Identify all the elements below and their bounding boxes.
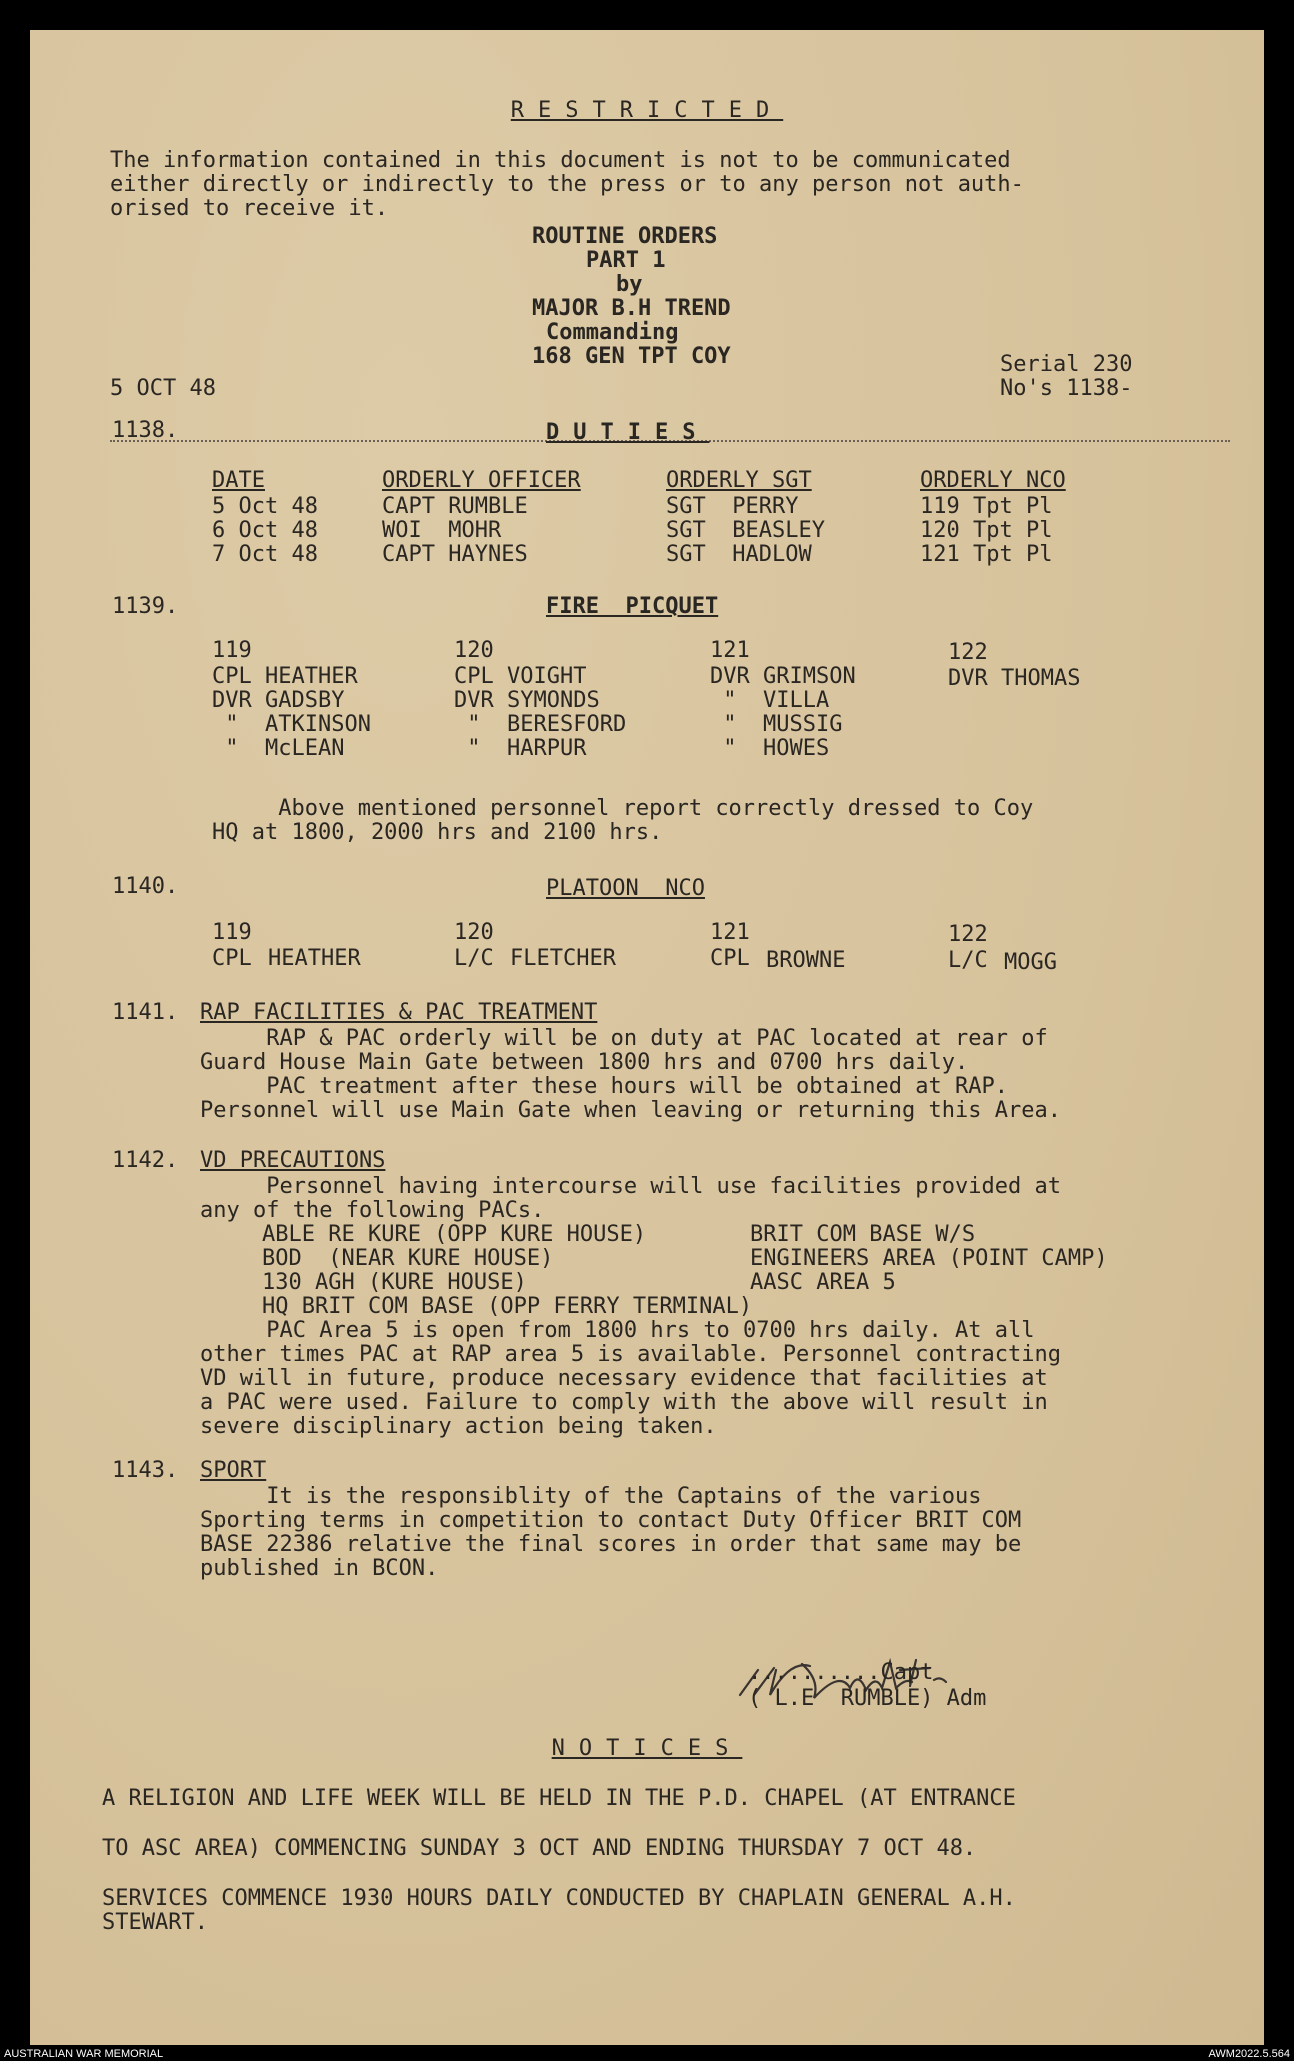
duties-heading: DUTIES — [546, 420, 710, 445]
rap-line: Guard House Main Gate between 1800 hrs and 0700 hrs daily. — [200, 1050, 969, 1075]
platoon-nco-heading: PLATOON NCO — [546, 876, 705, 901]
vd-body: other times PAC at RAP area 5 is available. Personnel contracting — [200, 1342, 1061, 1367]
picquet-note-1: Above mentioned personnel report correctly dressed to Coy — [212, 796, 1034, 821]
title-commander: MAJOR B.H TREND — [532, 296, 731, 321]
pac-location: 130 AGH (KURE HOUSE) — [262, 1270, 527, 1295]
title-commanding: Commanding — [546, 320, 679, 345]
duty-nco: 120 Tpt Pl — [920, 518, 1053, 543]
rap-line: RAP & PAC orderly will be on duty at PAC located at rear of — [200, 1026, 1048, 1051]
picquet-unit-120: 120 — [454, 638, 494, 663]
picquet-member: CPL VOIGHT — [454, 664, 587, 689]
sport-heading: SPORT — [200, 1458, 267, 1483]
nco-name: HEATHER — [268, 946, 361, 971]
order-number-1140: 1140. — [112, 874, 179, 899]
vd-body: VD will in future, produce necessary evidence that facilities at — [200, 1366, 1048, 1391]
title-by: by — [616, 272, 643, 297]
signature-line: ..........Capt — [748, 1660, 934, 1685]
notice-line: A RELIGION AND LIFE WEEK WILL BE HELD IN THE P.D. CHAPEL (AT ENTRANCE — [102, 1786, 1016, 1811]
order-number-1142: 1142. — [112, 1148, 179, 1173]
vd-intro: Personnel having intercourse will use facilities provided at — [200, 1174, 1061, 1199]
warning-line-1: The information contained in this document is not to be communicated — [110, 148, 1011, 173]
warning-line-3: orised to receive it. — [110, 196, 389, 221]
duty-date: 5 Oct 48 — [212, 494, 318, 519]
order-numbers: No's 1138- — [1000, 376, 1133, 401]
sport-line: BASE 22386 relative the final scores in order that same may be — [200, 1532, 1022, 1557]
picquet-member: " ATKINSON — [212, 712, 371, 737]
rap-line: PAC treatment after these hours will be obtained at RAP. — [200, 1074, 1008, 1099]
sport-line: It is the responsiblity of the Captains of the various — [200, 1484, 982, 1509]
notice-line: STEWART. — [102, 1910, 208, 1935]
rap-line: Personnel will use Main Gate when leaving or returning this Area. — [200, 1098, 1061, 1123]
picquet-member: " BERESFORD — [454, 712, 627, 737]
vd-intro: any of the following PACs. — [200, 1198, 545, 1223]
title-unit: 168 GEN TPT COY — [532, 344, 731, 369]
classification-heading: RESTRICTED — [510, 98, 784, 123]
duty-sgt: SGT HADLOW — [666, 542, 812, 567]
pac-location: HQ BRIT COM BASE (OPP FERRY TERMINAL) — [262, 1294, 753, 1319]
duty-nco: 121 Tpt Pl — [920, 542, 1053, 567]
vd-body: severe disciplinary action being taken. — [200, 1414, 717, 1439]
picquet-member: " McLEAN — [212, 736, 345, 761]
sport-line: published in BCON. — [200, 1556, 439, 1581]
title-part: PART 1 — [586, 248, 666, 273]
document-date: 5 OCT 48 — [110, 376, 216, 401]
picquet-note-2: HQ at 1800, 2000 hrs and 2100 hrs. — [212, 820, 663, 845]
nco-rank: L/C — [948, 948, 988, 973]
col-orderly-officer: ORDERLY OFFICER — [382, 468, 581, 493]
picquet-member: " HARPUR — [454, 736, 587, 761]
duty-date: 7 Oct 48 — [212, 542, 318, 567]
nco-unit-120: 120 — [454, 920, 494, 945]
footer-source: AUSTRALIAN WAR MEMORIAL — [4, 2048, 164, 2060]
signature-name: ( L.E RUMBLE) Adm — [748, 1686, 987, 1711]
notices-heading: NOTICES — [551, 1736, 743, 1761]
order-number-1138: 1138. — [112, 418, 179, 443]
pac-location: BOD (NEAR KURE HOUSE) — [262, 1246, 554, 1271]
nco-rank: CPL — [212, 946, 252, 971]
duty-officer: WOI MOHR — [382, 518, 502, 543]
nco-name: MOGG — [1004, 950, 1057, 975]
nco-rank: L/C — [454, 946, 494, 971]
picquet-unit-122: 122 — [948, 640, 988, 665]
notice-line: TO ASC AREA) COMMENCING SUNDAY 3 OCT AND ENDING THURSDAY 7 OCT 48. — [102, 1836, 977, 1861]
col-orderly-sgt: ORDERLY SGT — [666, 468, 812, 493]
warning-line-2: either directly or indirectly to the press or to any person not auth- — [110, 172, 1024, 197]
title-routine-orders: ROUTINE ORDERS — [532, 224, 718, 249]
nco-rank: CPL — [710, 946, 750, 971]
picquet-unit-121: 121 — [710, 638, 750, 663]
order-number-1141: 1141. — [112, 1000, 179, 1025]
rap-heading: RAP FACILITIES & PAC TREATMENT — [200, 1000, 598, 1025]
picquet-member: " MUSSIG — [710, 712, 843, 737]
duty-nco: 119 Tpt Pl — [920, 494, 1053, 519]
picquet-member: CPL HEATHER — [212, 664, 358, 689]
vd-body: PAC Area 5 is open from 1800 hrs to 0700 hrs daily. At all — [200, 1318, 1035, 1343]
footer-accession: AWM2022.5.564 — [1208, 2048, 1290, 2060]
nco-unit-121: 121 — [710, 920, 750, 945]
vd-heading: VD PRECAUTIONS — [200, 1148, 386, 1173]
notice-line: SERVICES COMMENCE 1930 HOURS DAILY CONDUCTED BY CHAPLAIN GENERAL A.H. — [102, 1886, 1016, 1911]
picquet-member: DVR THOMAS — [948, 666, 1081, 691]
vd-body: a PAC were used. Failure to comply with the above will result in — [200, 1390, 1048, 1415]
duty-officer: CAPT HAYNES — [382, 542, 528, 567]
pac-location: BRIT COM BASE W/S — [750, 1222, 976, 1247]
nco-name: FLETCHER — [510, 946, 616, 971]
duty-date: 6 Oct 48 — [212, 518, 318, 543]
col-date: DATE — [212, 468, 265, 493]
order-number-1139: 1139. — [112, 594, 179, 619]
nco-unit-119: 119 — [212, 920, 252, 945]
picquet-member: DVR GADSBY — [212, 688, 345, 713]
col-orderly-nco: ORDERLY NCO — [920, 468, 1066, 493]
pac-location: ENGINEERS AREA (POINT CAMP) — [750, 1246, 1108, 1271]
pac-location: ABLE RE KURE (OPP KURE HOUSE) — [262, 1222, 647, 1247]
picquet-unit-119: 119 — [212, 638, 252, 663]
document-page — [30, 30, 1264, 2045]
nco-name: BROWNE — [766, 948, 846, 973]
serial-number: Serial 230 — [1000, 352, 1133, 377]
order-number-1143: 1143. — [112, 1458, 179, 1483]
duty-sgt: SGT BEASLEY — [666, 518, 825, 543]
sport-line: Sporting terms in competition to contact Duty Officer BRIT COM — [200, 1508, 1022, 1533]
nco-unit-122: 122 — [948, 922, 988, 947]
picquet-member: " HOWES — [710, 736, 830, 761]
picquet-member: DVR SYMONDS — [454, 688, 600, 713]
picquet-member: " VILLA — [710, 688, 830, 713]
duty-sgt: SGT PERRY — [666, 494, 799, 519]
picquet-member: DVR GRIMSON — [710, 664, 856, 689]
duty-officer: CAPT RUMBLE — [382, 494, 528, 519]
pac-location: AASC AREA 5 — [750, 1270, 896, 1295]
fire-picquet-heading: FIRE PICQUET — [546, 594, 719, 619]
